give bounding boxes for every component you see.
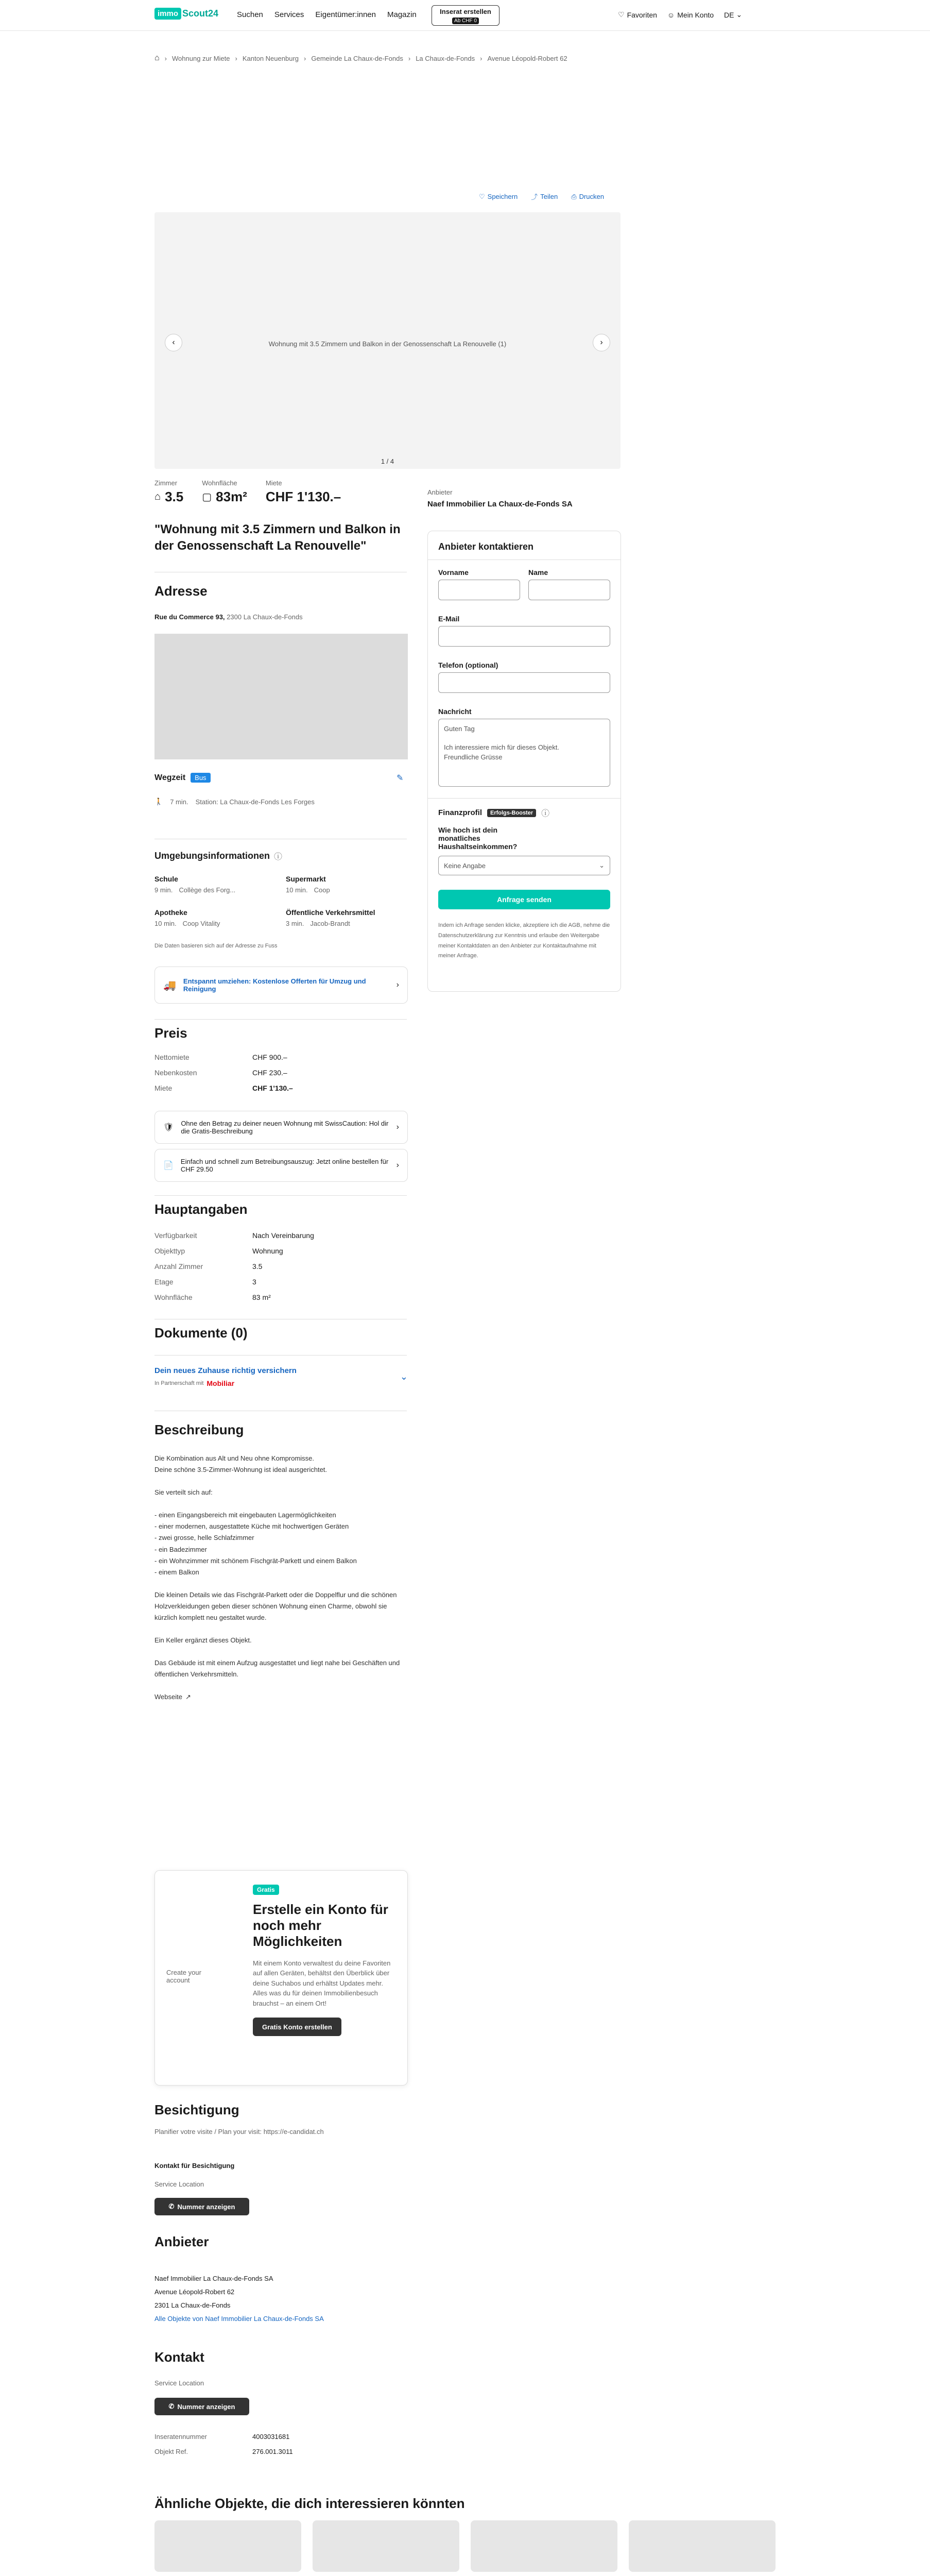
truck-icon: 🚚 xyxy=(163,979,176,991)
gallery-prev-button[interactable]: ‹ xyxy=(165,334,182,351)
phone-label: Telefon (optional) xyxy=(438,661,498,669)
provider-listings-link[interactable]: Alle Objekte von Naef Immobilier La Chaux-de-Fonds SA xyxy=(154,2315,324,2323)
first-name-label: Vorname xyxy=(438,568,469,577)
sidebar-provider-name: Naef Immobilier La Chaux-de-Fonds SA xyxy=(427,500,573,509)
insurance-partner-label: In Partnerschaft mit xyxy=(154,1380,204,1386)
gallery-next-button[interactable]: › xyxy=(593,334,610,351)
similar-card[interactable] xyxy=(154,2520,301,2576)
nav-services[interactable]: Services xyxy=(274,10,304,19)
favorites-link[interactable] xyxy=(618,10,657,19)
rent-label: Miete xyxy=(265,479,282,487)
commute-heading: Wegzeit xyxy=(154,773,186,782)
deposit-promo-text: Ohne den Betrag zu deiner neuen Wohnung mit SwissCaution: Hol dir die Gratis-Beschreibung xyxy=(181,1120,389,1135)
website-link[interactable]: Webseite ↗ xyxy=(154,1691,408,1703)
address-city: 2300 La Chaux-de-Fonds xyxy=(227,613,303,621)
gallery-image-alt: Wohnung mit 3.5 Zimmern und Balkon in der Genossenschaft La Renouvelle (1) xyxy=(268,340,507,348)
breadcrumb-item[interactable]: Wohnung zur Miete xyxy=(172,54,230,62)
contact-meta-value: 276.001.3011 xyxy=(252,2448,293,2455)
income-select[interactable]: Keine Angabe ⌄ xyxy=(438,856,610,875)
contact-form-title: Anbieter kontaktieren xyxy=(438,541,534,552)
breadcrumb: ⌂ › Wohnung zur Miete › Kanton Neuenburg › Gemeinde La Chaux-de-Fonds › La Chaux-de-Fonds › Avenue Léopold-Robert 62 xyxy=(154,54,567,62)
submit-inquiry-button[interactable]: Anfrage senden xyxy=(438,890,610,909)
user-icon: ☺ xyxy=(667,10,675,19)
chevron-down-icon: ⌄ xyxy=(400,1371,408,1382)
create-listing-label: Inserat erstellen xyxy=(440,8,491,15)
detail-label: Etage xyxy=(154,1278,174,1286)
create-account-button[interactable]: Gratis Konto erstellen xyxy=(253,2018,341,2036)
provider-line: 2301 La Chaux-de-Fonds xyxy=(154,2301,231,2309)
message-textarea[interactable]: Guten Tag Ich interessiere mich für dieses Objekt. Freundliche Grüsse xyxy=(438,719,610,787)
area-label: Wohnfläche xyxy=(202,479,237,487)
debt-extract-promo-text: Einfach und schnell zum Betreibungsauszug: Jetzt online bestellen für CHF 29.50 xyxy=(180,1158,389,1173)
price-label: Miete xyxy=(154,1084,173,1092)
share-button[interactable] xyxy=(531,192,558,201)
edit-commute-icon[interactable]: ✎ xyxy=(397,774,404,783)
gallery-counter: 1 / 4 xyxy=(381,457,394,465)
breadcrumb-item[interactable]: Kanton Neuenburg xyxy=(242,54,299,62)
save-button[interactable] xyxy=(479,193,518,201)
contact-heading: Kontakt xyxy=(154,2349,204,2365)
save-label: Speichern xyxy=(487,193,518,200)
logo-mark: immo xyxy=(154,8,181,20)
info-icon[interactable]: ⓘ xyxy=(274,853,283,861)
provider-line: Avenue Léopold-Robert 62 xyxy=(154,2288,235,2296)
nav-magazine[interactable]: Magazin xyxy=(387,10,417,19)
address-street: Rue du Commerce 93, xyxy=(154,613,225,621)
heart-icon: ♡ xyxy=(479,192,485,200)
last-name-input[interactable] xyxy=(528,580,610,600)
area-icon: ▢ xyxy=(202,492,212,503)
breadcrumb-item[interactable]: Gemeinde La Chaux-de-Fonds xyxy=(311,54,403,62)
chevron-down-icon: ⌄ xyxy=(736,10,743,19)
share-icon: ⤴ xyxy=(531,193,538,201)
language-switch[interactable] xyxy=(724,10,742,19)
map[interactable] xyxy=(154,634,408,759)
image-gallery[interactable] xyxy=(154,212,621,469)
message-label: Nachricht xyxy=(438,707,472,716)
share-label: Teilen xyxy=(540,193,558,200)
phone-icon: ✆ xyxy=(168,2202,175,2210)
price-value: CHF 230.– xyxy=(252,1069,287,1077)
walk-icon: 🚶 xyxy=(154,798,163,805)
email-label: E-Mail xyxy=(438,615,460,623)
price-heading: Preis xyxy=(154,1025,187,1041)
contact-meta-label: Inseratennummer xyxy=(154,2433,207,2441)
price-value: CHF 1'130.– xyxy=(252,1084,293,1092)
document-icon: 📄 xyxy=(163,1161,174,1170)
phone-input[interactable] xyxy=(438,672,610,693)
heart-icon: ♡ xyxy=(618,10,625,19)
favorites-label: Favoriten xyxy=(627,10,657,19)
rooms-icon: ⌂ xyxy=(154,491,161,502)
chevron-right-icon: › xyxy=(396,980,399,989)
similar-card[interactable] xyxy=(629,2520,776,2576)
detail-label: Objekttyp xyxy=(154,1247,185,1255)
nav-owners[interactable]: Eigentümer:innen xyxy=(315,10,376,19)
account-promo-body: Mit einem Konto verwaltest du deine Favoriten auf allen Geräten, behältst den Überblick über deine Suchabos und erhältst Updates mehr. Alles was du für deinen Immobilienbesuch brauchst – an einem Ort! xyxy=(253,1959,391,2007)
top-header xyxy=(0,0,930,31)
detail-value: Wohnung xyxy=(252,1247,283,1255)
finance-title: Finanzprofil xyxy=(438,808,482,817)
external-link-icon: ↗ xyxy=(185,1693,191,1701)
chevron-down-icon: ⌄ xyxy=(599,861,605,869)
price-value: CHF 900.– xyxy=(252,1053,287,1061)
email-input[interactable] xyxy=(438,626,610,647)
account-promo-title: Erstelle ein Konto für noch mehr Möglichkeiten xyxy=(253,1902,388,1950)
print-button[interactable] xyxy=(571,193,604,201)
address-heading: Adresse xyxy=(154,583,208,599)
moving-promo[interactable] xyxy=(154,967,408,1004)
listing-title: "Wohnung mit 3.5 Zimmern und Balkon in der Genossenschaft La Renouvelle" xyxy=(154,522,401,553)
debt-extract-promo[interactable] xyxy=(154,1149,408,1182)
mobiliar-logo: Mobiliar xyxy=(206,1379,235,1387)
main-details-heading: Hauptangaben xyxy=(154,1201,248,1217)
provider-line: Naef Immobilier La Chaux-de-Fonds SA xyxy=(154,2275,273,2282)
similar-heading: Ähnliche Objekte, die dich interessieren könnten xyxy=(154,2496,465,2511)
contact-meta-label: Objekt Ref. xyxy=(154,2448,188,2455)
insurance-title: Dein neues Zuhause richtig versichern xyxy=(154,1366,297,1375)
surrounding-school: Schule 9 min. Collège des Forg... xyxy=(154,875,236,894)
detail-value: Nach Vereinbarung xyxy=(252,1231,314,1240)
home-icon[interactable]: ⌂ xyxy=(154,54,160,62)
similar-card[interactable] xyxy=(313,2520,459,2576)
detail-label: Verfügbarkeit xyxy=(154,1231,197,1240)
printer-icon: ⎙ xyxy=(571,192,577,200)
detail-value: 83 m² xyxy=(252,1293,271,1301)
deposit-promo[interactable] xyxy=(154,1111,408,1144)
similar-card[interactable] xyxy=(471,2520,617,2576)
account-label: Mein Konto xyxy=(677,10,714,19)
visit-contact-label: Kontakt für Besichtigung xyxy=(154,2162,235,2170)
income-question: Wie hoch ist dein monatliches Haushaltseinkommen? xyxy=(438,826,518,851)
commute-mode-tab[interactable]: Bus xyxy=(191,773,210,783)
insurance-accordion[interactable] xyxy=(154,1366,408,1399)
legal-text: Indem ich Anfrage senden klicke, akzeptiere ich die AGB, nehme die Datenschutzerklärung zur Kenntnis und erlaube den Weitergabe meiner Kontaktdaten an den Anbieter zur Kontaktaufnahme mit meiner Anfrage. xyxy=(438,922,610,959)
info-icon[interactable]: ⓘ xyxy=(541,809,550,818)
breadcrumb-item[interactable]: La Chaux-de-Fonds xyxy=(416,54,475,62)
surrounding-pharmacy: Apotheke 10 min. Coop Vitality xyxy=(154,908,220,927)
phone-icon: ✆ xyxy=(168,2402,175,2410)
contact-meta-value: 4003031681 xyxy=(252,2433,290,2441)
nav-search[interactable]: Suchen xyxy=(237,10,263,19)
rooms-value: 3.5 xyxy=(165,489,184,504)
create-listing-badge: Ab CHF 0 xyxy=(452,18,479,24)
surroundings-heading: Umgebungsinformationen xyxy=(154,851,270,861)
language-label: DE xyxy=(724,10,734,19)
commute-time: 7 min. xyxy=(170,798,188,806)
logo-text: Scout24 xyxy=(182,8,219,19)
sidebar-provider-label: Anbieter xyxy=(427,488,453,496)
price-label: Nettomiete xyxy=(154,1053,190,1061)
account-promo-card xyxy=(154,1870,408,2086)
visit-show-number-button[interactable]: ✆ Nummer anzeigen xyxy=(154,2198,249,2215)
free-badge: Gratis xyxy=(253,1885,279,1895)
surrounding-supermarket: Supermarkt 10 min. Coop xyxy=(286,875,330,894)
contact-sub: Service Location xyxy=(154,2379,204,2387)
contact-form xyxy=(427,531,621,992)
detail-value: 3.5 xyxy=(252,1262,263,1270)
logo[interactable] xyxy=(154,8,218,20)
shield-icon: 🛡 xyxy=(163,1123,174,1132)
description-body: Die Kombination aus Alt und Neu ohne Kompromisse. Deine schöne 3.5-Zimmer-Wohnung ist ideal ausgerichtet. Sie verteilt sich auf: - einen Eingangsbereich mit eingebauten Lagermöglichkeiten - einer modernen, ausgestattete Küche mit hochwertigen Geräten - zwei grosse, helle Schlafzimmer - ein Badezimmer - ein Wohnzimmer mit schönem Fischgrät-Parkett und einem Balkon - einem Balkon Die kleinen Details wie das Fischgrät-Parkett oder die Doppelflur und die schönen Holzverkleidungen geben dieser schönen Wohnung einen Charme, obwohl sie kürzlich komplett neu gestaltet wurde. Ein Keller ergänzt dieses Objekt. Das Gebäude ist mit einem Aufzug ausgestattet und liegt nahe bei Geschäften und öffentlichen Verkehrsmitteln. Webseite ↗ xyxy=(154,1453,408,1703)
surrounding-transport: Öffentliche Verkehrsmittel 3 min. Jacob-Brandt xyxy=(286,908,375,927)
commute-station: Station: La Chaux-de-Fonds Les Forges xyxy=(195,798,315,806)
provider-heading: Anbieter xyxy=(154,2234,209,2249)
account-promo-left: Create your account xyxy=(166,1969,201,1984)
rooms-label: Zimmer xyxy=(154,479,178,487)
print-label: Drucken xyxy=(579,193,605,200)
detail-label: Wohnfläche xyxy=(154,1293,193,1301)
visit-contact-sub: Service Location xyxy=(154,2180,204,2188)
create-listing-button[interactable] xyxy=(432,5,500,26)
first-name-input[interactable] xyxy=(438,580,520,600)
price-label: Nebenkosten xyxy=(154,1069,197,1077)
account-link[interactable] xyxy=(667,11,714,19)
detail-label: Anzahl Zimmer xyxy=(154,1262,203,1270)
detail-value: 3 xyxy=(252,1278,256,1286)
moving-promo-text: Entspannt umziehen: Kostenlose Offerten für Umzug und Reinigung xyxy=(183,977,366,993)
breadcrumb-item[interactable]: Avenue Léopold-Robert 62 xyxy=(487,54,567,62)
documents-heading: Dokumente (0) xyxy=(154,1325,248,1341)
description-heading: Beschreibung xyxy=(154,1422,244,1437)
rent-value: CHF 1'130.– xyxy=(265,489,341,504)
visit-text: Planifier votre visite / Plan your visit: https://e-candidat.ch xyxy=(154,2128,324,2136)
visit-heading: Besichtigung xyxy=(154,2102,239,2117)
area-value: 83m² xyxy=(216,489,247,504)
surroundings-note: Die Daten basieren sich auf der Adresse zu Fuss xyxy=(154,943,278,949)
contact-show-number-button[interactable]: ✆ Nummer anzeigen xyxy=(154,2398,249,2415)
chevron-right-icon: › xyxy=(396,1123,399,1131)
finance-badge: Erfolgs-Booster xyxy=(487,809,536,817)
chevron-right-icon: › xyxy=(396,1161,399,1170)
last-name-label: Name xyxy=(528,568,548,577)
